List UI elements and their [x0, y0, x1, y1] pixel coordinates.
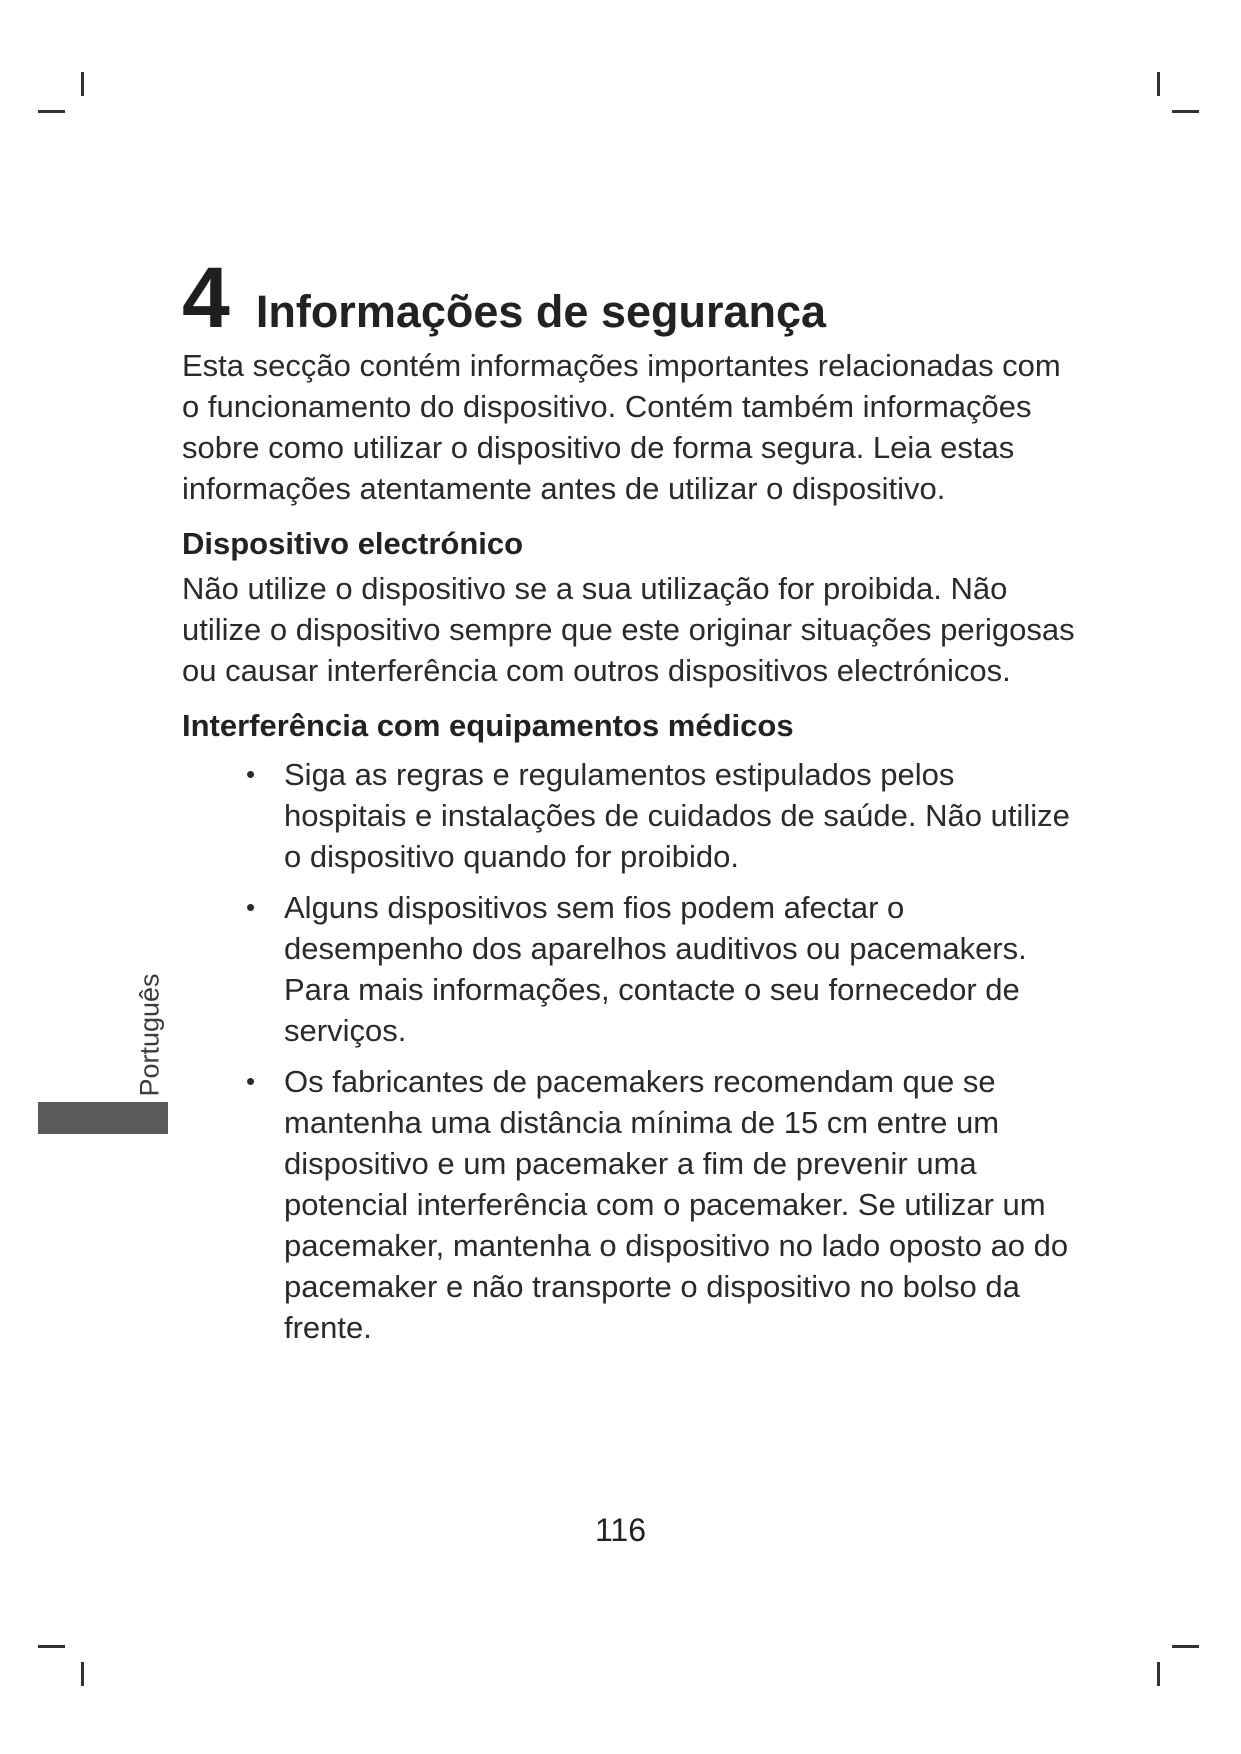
bullet-icon: •	[246, 892, 256, 922]
crop-mark-top-right-horizontal	[1172, 110, 1199, 113]
crop-mark-bottom-right-vertical	[1157, 1662, 1160, 1686]
list-item	[246, 1061, 1082, 1348]
list-item-text: Os fabricantes de pacemakers recomendam que se mantenha uma distância mínima de 15 cm entre um dispositivo e um pacemaker a fim de prevenir uma potencial interferência com o pacemaker. Se utilizar um pacemaker, mantenha o dispositivo no lado oposto ao do pacemaker e não transporte o dispositivo no bolso da frente.	[284, 1064, 1069, 1345]
intro-paragraph: Esta secção contém informações importantes relacionadas com o funcionamento do dispositivo. Contém também informações sobre como utilizar o dispositivo de forma segura. Leia estas informações atentamente antes de utilizar o dispositivo.	[182, 348, 1061, 506]
crop-mark-top-right-vertical	[1157, 72, 1160, 96]
crop-mark-top-left-vertical	[81, 72, 84, 96]
chapter-title: Informações de segurança	[255, 286, 827, 337]
bullet-icon: •	[246, 759, 256, 789]
language-tab-marker	[38, 1102, 168, 1134]
page-content	[182, 250, 1082, 1358]
side-language-label: Português	[134, 973, 165, 1097]
list-item	[246, 887, 1082, 1051]
crop-mark-bottom-left-horizontal	[38, 1645, 65, 1648]
crop-mark-bottom-left-vertical	[81, 1662, 84, 1686]
crop-mark-bottom-right-horizontal	[1172, 1645, 1199, 1648]
list-item-text: Alguns dispositivos sem fios podem afectar o desempenho dos aparelhos auditivos ou pacemakers. Para mais informações, contacte o seu fornecedor de serviços.	[284, 890, 1027, 1048]
page-number: 116	[594, 1512, 646, 1548]
bullet-icon: •	[246, 1066, 256, 1096]
section-heading-medical-interference: Interferência com equipamentos médicos	[182, 708, 794, 743]
chapter-heading	[182, 250, 1082, 346]
list-item	[246, 754, 1082, 877]
section-text-electronic-device: Não utilize o dispositivo se a sua utilização for proibida. Não utilize o dispositivo sempre que este originar situações perigosas ou causar interferência com outros dispositivos electrónicos.	[182, 571, 1075, 688]
crop-mark-top-left-horizontal	[38, 110, 65, 113]
medical-interference-list	[182, 754, 1082, 1348]
list-item-text: Siga as regras e regulamentos estipulados pelos hospitais e instalações de cuidados de saúde. Não utilize o dispositivo quando for proibido.	[284, 757, 1070, 874]
section-heading-electronic-device: Dispositivo electrónico	[182, 526, 524, 561]
chapter-number: 4	[182, 250, 230, 346]
